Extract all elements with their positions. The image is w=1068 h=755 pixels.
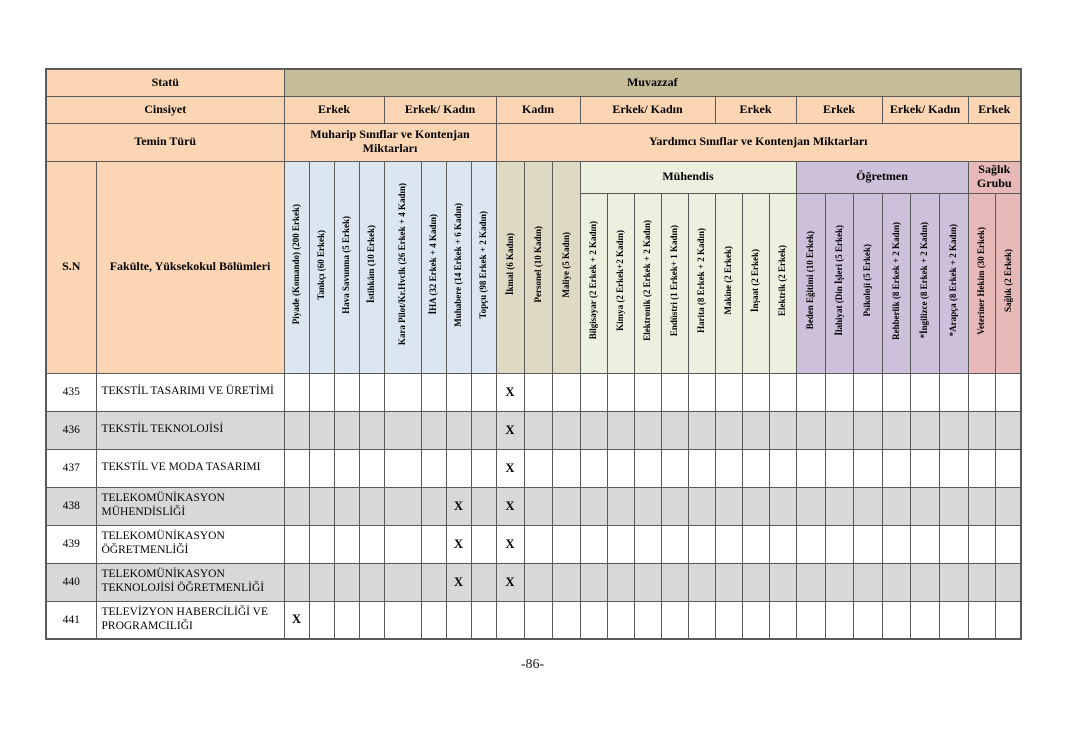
quota-cell <box>421 525 446 563</box>
quota-cell <box>715 601 742 639</box>
quota-cell <box>421 601 446 639</box>
quota-cell <box>359 373 384 411</box>
column-header-label: Psikoloji (5 Erkek) <box>862 244 873 317</box>
quota-cell <box>552 601 580 639</box>
quota-cell <box>968 411 995 449</box>
table-row <box>46 373 1021 411</box>
gender-group: Erkek/ Kadın <box>384 96 496 123</box>
quota-cell <box>742 525 769 563</box>
quota-cell <box>995 563 1021 601</box>
quota-cell <box>688 525 715 563</box>
column-header-label: Sağlık (2 Erkek) <box>1002 248 1013 312</box>
gender-group: Erkek/ Kadın <box>580 96 715 123</box>
quota-cell <box>882 487 910 525</box>
column-header-label: Personel (10 Kadın) <box>532 226 543 303</box>
serial-number-header: S.N <box>46 161 96 373</box>
column-header-label: Rehberlik (8 Erkek + 2 Kadın) <box>890 221 901 340</box>
column-header-label: Endüstri (1 Erkek+ 1 Kadın) <box>669 224 680 337</box>
quota-cell <box>309 563 334 601</box>
table-row <box>46 563 1021 601</box>
quota-cell <box>995 411 1021 449</box>
quota-cell <box>715 449 742 487</box>
quota-cell <box>742 373 769 411</box>
quota-cell <box>421 449 446 487</box>
quota-cell <box>446 601 471 639</box>
quota-cell <box>309 487 334 525</box>
quota-cell <box>634 449 661 487</box>
quota-cell <box>910 601 939 639</box>
quota-cell <box>634 411 661 449</box>
column-header-label: Muhabere (14 Erkek + 6 Kadın) <box>453 202 464 327</box>
quota-mark-cell: X <box>496 373 524 411</box>
quota-cell <box>384 373 421 411</box>
gender-group: Erkek <box>796 96 882 123</box>
quota-cell <box>910 411 939 449</box>
column-header-tankci <box>309 161 334 373</box>
quota-cell <box>634 487 661 525</box>
quota-cell <box>968 449 995 487</box>
column-header-label: İlahiyat (Din İşleri (5 Erkek) <box>833 225 844 336</box>
row-number: 437 <box>46 449 96 487</box>
procurement-row <box>46 123 1021 161</box>
gender-group: Erkek <box>968 96 1021 123</box>
quota-cell <box>524 411 552 449</box>
column-header-label: Elektrik (2 Erkek) <box>777 245 788 316</box>
column-header-label: Tankçı (60 Erkek) <box>316 229 327 300</box>
quota-cell <box>796 601 825 639</box>
quota-cell <box>661 411 688 449</box>
quota-cell <box>939 487 968 525</box>
column-header-muhabere <box>446 161 471 373</box>
quota-cell <box>661 525 688 563</box>
quota-cell <box>715 373 742 411</box>
quota-cell <box>853 601 882 639</box>
quota-mark-cell: X <box>446 487 471 525</box>
quota-cell <box>939 601 968 639</box>
quota-cell <box>334 411 359 449</box>
health-group-header: Sağlık Grubu <box>968 161 1021 193</box>
quota-cell <box>384 449 421 487</box>
quota-cell <box>471 449 496 487</box>
quota-cell <box>471 487 496 525</box>
quota-cell <box>910 373 939 411</box>
quota-cell <box>715 525 742 563</box>
quota-cell <box>825 601 853 639</box>
column-header-arapca <box>939 193 968 373</box>
quota-cell <box>580 487 607 525</box>
quota-cell <box>825 411 853 449</box>
quota-cell <box>552 449 580 487</box>
quota-cell <box>607 525 634 563</box>
quota-cell <box>607 449 634 487</box>
quota-cell <box>552 487 580 525</box>
column-header-ikmal <box>496 161 524 373</box>
column-header-makine <box>715 193 742 373</box>
column-header-label: Maliye (5 Kadın) <box>560 231 571 298</box>
column-header-label: *Arapça (8 Erkek + 2 Kadın) <box>948 224 959 337</box>
column-header-maliye <box>552 161 580 373</box>
quota-cell <box>471 411 496 449</box>
quota-cell <box>359 411 384 449</box>
quota-cell <box>742 449 769 487</box>
quota-cell <box>634 373 661 411</box>
quota-cell <box>796 449 825 487</box>
quota-cell <box>825 487 853 525</box>
quota-cell <box>334 449 359 487</box>
quota-cell <box>769 487 796 525</box>
quota-table <box>45 68 1022 640</box>
quota-cell <box>661 449 688 487</box>
column-header-label: Beden Eğitimi (10 Erkek) <box>805 231 816 330</box>
quota-cell <box>796 487 825 525</box>
department-name: TELEKOMÜNİKASYON TEKNOLOJİSİ ÖĞRETMENLİĞİ <box>96 563 284 601</box>
quota-cell <box>825 525 853 563</box>
row-number: 440 <box>46 563 96 601</box>
quota-cell <box>995 449 1021 487</box>
table-row <box>46 487 1021 525</box>
table-header <box>46 69 1021 373</box>
quota-cell <box>334 373 359 411</box>
column-header-label: İstihkâm (10 Erkek) <box>366 225 377 304</box>
quota-cell <box>715 563 742 601</box>
column-header-topcu <box>471 161 496 373</box>
quota-cell <box>742 411 769 449</box>
quota-cell <box>995 373 1021 411</box>
quota-cell <box>446 373 471 411</box>
quota-cell <box>309 373 334 411</box>
column-header-personel <box>524 161 552 373</box>
quota-cell <box>825 563 853 601</box>
department-name: TELEVİZYON HABERCİLİĞİ VE PROGRAMCILIĞI <box>96 601 284 639</box>
quota-cell <box>284 525 309 563</box>
faculty-header: Fakülte, Yüksekokul Bölümleri <box>96 161 284 373</box>
quota-cell <box>715 411 742 449</box>
table-row <box>46 449 1021 487</box>
column-header-ilahiyat <box>825 193 853 373</box>
quota-cell <box>359 525 384 563</box>
quota-cell <box>284 373 309 411</box>
quota-cell <box>471 373 496 411</box>
quota-cell <box>661 373 688 411</box>
quota-cell <box>580 563 607 601</box>
quota-cell <box>688 601 715 639</box>
quota-cell <box>882 525 910 563</box>
quota-cell <box>715 487 742 525</box>
quota-cell <box>607 563 634 601</box>
quota-cell <box>309 525 334 563</box>
status-value: Muvazzaf <box>284 69 1021 96</box>
quota-cell <box>939 373 968 411</box>
quota-cell <box>580 601 607 639</box>
status-label: Statü <box>46 69 284 96</box>
department-name: TEKSTİL VE MODA TASARIMI <box>96 449 284 487</box>
quota-cell <box>384 563 421 601</box>
column-header-label: *İngilizce (8 Erkek + 2 Kadın) <box>919 222 930 339</box>
quota-cell <box>634 601 661 639</box>
quota-cell <box>661 563 688 601</box>
quota-cell <box>910 525 939 563</box>
quota-cell <box>853 563 882 601</box>
column-header-beden-egitimi <box>796 193 825 373</box>
column-header-elektrik <box>769 193 796 373</box>
column-header-iha <box>421 161 446 373</box>
quota-cell <box>882 449 910 487</box>
quota-cell <box>446 411 471 449</box>
quota-cell <box>742 601 769 639</box>
column-header-insaat <box>742 193 769 373</box>
quota-cell <box>853 449 882 487</box>
quota-cell <box>688 373 715 411</box>
column-header-label: İkmal (6 Kadın) <box>504 233 515 296</box>
quota-mark-cell: X <box>284 601 309 639</box>
column-header-label: Elektronik (2 Erkek + 2 Kadın) <box>642 220 653 341</box>
quota-cell <box>384 411 421 449</box>
quota-cell <box>524 601 552 639</box>
quota-cell <box>552 525 580 563</box>
quota-cell <box>446 449 471 487</box>
quota-cell <box>334 525 359 563</box>
quota-cell <box>552 373 580 411</box>
column-header-label: Hava Savunma (5 Erkek) <box>341 215 352 314</box>
quota-cell <box>968 563 995 601</box>
quota-cell <box>359 487 384 525</box>
quota-mark-cell: X <box>496 525 524 563</box>
quota-cell <box>825 373 853 411</box>
quota-mark-cell: X <box>446 525 471 563</box>
quota-cell <box>661 487 688 525</box>
gender-group: Erkek <box>715 96 796 123</box>
column-header-kara-pilot <box>384 161 421 373</box>
column-header-bilgisayar <box>580 193 607 373</box>
quota-cell <box>524 563 552 601</box>
quota-cell <box>995 601 1021 639</box>
column-header-label: Topçu (98 Erkek + 2 Kadın) <box>478 210 489 319</box>
quota-cell <box>580 449 607 487</box>
quota-cell <box>309 449 334 487</box>
quota-cell <box>910 563 939 601</box>
quota-cell <box>309 411 334 449</box>
column-header-harita <box>688 193 715 373</box>
quota-cell <box>471 525 496 563</box>
procurement-label: Temin Türü <box>46 123 284 161</box>
department-name: TELEKOMÜNİKASYON MÜHENDİSLİĞİ <box>96 487 284 525</box>
quota-cell <box>853 487 882 525</box>
quota-cell <box>968 373 995 411</box>
quota-cell <box>882 563 910 601</box>
quota-cell <box>524 525 552 563</box>
gender-group: Erkek <box>284 96 384 123</box>
department-name: TEKSTİL TEKNOLOJİSİ <box>96 411 284 449</box>
row-number: 441 <box>46 601 96 639</box>
quota-mark-cell: X <box>496 449 524 487</box>
quota-cell <box>284 449 309 487</box>
quota-cell <box>939 449 968 487</box>
teacher-group-header: Öğretmen <box>796 161 968 193</box>
table-row <box>46 601 1021 639</box>
quota-cell <box>688 449 715 487</box>
row-number: 438 <box>46 487 96 525</box>
quota-cell <box>334 601 359 639</box>
column-header-label: Kara Pilot/Kr.Hvclk (26 Erkek + 4 Kadın) <box>397 183 408 346</box>
quota-cell <box>384 525 421 563</box>
quota-cell <box>524 373 552 411</box>
quota-cell <box>384 487 421 525</box>
quota-cell <box>769 525 796 563</box>
column-header-piyade <box>284 161 309 373</box>
quota-cell <box>796 373 825 411</box>
quota-cell <box>309 601 334 639</box>
quota-cell <box>882 601 910 639</box>
quota-cell <box>607 601 634 639</box>
column-header-rehberlik <box>882 193 910 373</box>
quota-cell <box>580 373 607 411</box>
quota-cell <box>769 411 796 449</box>
quota-cell <box>421 411 446 449</box>
column-header-psikoloji <box>853 193 882 373</box>
column-header-label: Piyade (Komando) (200 Erkek) <box>291 204 302 325</box>
quota-cell <box>661 601 688 639</box>
gender-row <box>46 96 1021 123</box>
table-body <box>46 373 1021 639</box>
column-header-label: Veteriner Hekim (30 Erkek) <box>976 226 987 335</box>
quota-cell <box>939 411 968 449</box>
quota-cell <box>384 601 421 639</box>
department-name: TELEKOMÜNİKASYON ÖĞRETMENLİĞİ <box>96 525 284 563</box>
quota-cell <box>796 411 825 449</box>
column-header-label: Kimya (2 Erkek+2 Kadın) <box>615 230 626 331</box>
quota-cell <box>552 411 580 449</box>
quota-cell <box>580 525 607 563</box>
quota-cell <box>968 487 995 525</box>
column-header-label: Bilgisayar (2 Erkek + 2 Kadın) <box>588 221 599 340</box>
department-name: TEKSTİL TASARIMI VE ÜRETİMİ <box>96 373 284 411</box>
quota-cell <box>796 563 825 601</box>
column-header-label: Makine (2 Erkek) <box>723 246 734 315</box>
quota-cell <box>359 449 384 487</box>
column-header-saglik <box>995 193 1021 373</box>
row-number: 436 <box>46 411 96 449</box>
column-header-label: İHA (32 Erkek + 4 Kadın) <box>428 214 439 315</box>
quota-cell <box>552 563 580 601</box>
quota-mark-cell: X <box>496 487 524 525</box>
quota-cell <box>882 373 910 411</box>
quota-cell <box>334 563 359 601</box>
gender-group: Kadın <box>496 96 580 123</box>
quota-cell <box>284 563 309 601</box>
quota-cell <box>607 487 634 525</box>
row-number: 439 <box>46 525 96 563</box>
quota-cell <box>421 563 446 601</box>
quota-cell <box>968 601 995 639</box>
quota-cell <box>634 525 661 563</box>
quota-cell <box>853 373 882 411</box>
table-row <box>46 525 1021 563</box>
quota-cell <box>607 411 634 449</box>
quota-cell <box>634 563 661 601</box>
column-header-veteriner-hekim <box>968 193 995 373</box>
quota-cell <box>853 525 882 563</box>
quota-cell <box>359 563 384 601</box>
column-header-istihkam <box>359 161 384 373</box>
quota-mark-cell: X <box>446 563 471 601</box>
quota-cell <box>471 563 496 601</box>
quota-cell <box>995 487 1021 525</box>
quota-cell <box>939 525 968 563</box>
quota-cell <box>910 449 939 487</box>
quota-cell <box>421 487 446 525</box>
quota-cell <box>471 601 496 639</box>
column-header-label: İnşaat (2 Erkek) <box>750 248 761 312</box>
quota-cell <box>825 449 853 487</box>
row-number: 435 <box>46 373 96 411</box>
quota-cell <box>284 487 309 525</box>
combat-classes-header: Muharip Sınıflar ve Kontenjan Miktarları <box>284 123 496 161</box>
column-header-endustri <box>661 193 688 373</box>
quota-cell <box>742 487 769 525</box>
column-header-row-1 <box>46 161 1021 193</box>
gender-label: Cinsiyet <box>46 96 284 123</box>
quota-cell <box>524 487 552 525</box>
quota-cell <box>995 525 1021 563</box>
column-header-elektronik <box>634 193 661 373</box>
quota-cell <box>524 449 552 487</box>
quota-cell <box>334 487 359 525</box>
column-header-hava-savunma <box>334 161 359 373</box>
quota-mark-cell: X <box>496 411 524 449</box>
quota-cell <box>688 563 715 601</box>
quota-cell <box>882 411 910 449</box>
table-row <box>46 411 1021 449</box>
quota-cell <box>769 449 796 487</box>
quota-cell <box>688 411 715 449</box>
quota-cell <box>853 411 882 449</box>
quota-cell <box>421 373 446 411</box>
status-row <box>46 69 1021 96</box>
quota-cell <box>968 525 995 563</box>
quota-cell <box>769 563 796 601</box>
quota-cell <box>284 411 309 449</box>
quota-cell <box>796 525 825 563</box>
quota-mark-cell: X <box>496 563 524 601</box>
quota-cell <box>359 601 384 639</box>
quota-cell <box>910 487 939 525</box>
page-number: -86- <box>520 657 545 672</box>
quota-cell <box>939 563 968 601</box>
quota-cell <box>769 373 796 411</box>
column-header-kimya <box>607 193 634 373</box>
quota-cell <box>769 601 796 639</box>
quota-cell <box>742 563 769 601</box>
quota-cell <box>580 411 607 449</box>
quota-cell <box>688 487 715 525</box>
quota-cell <box>496 601 524 639</box>
column-header-ingilizce <box>910 193 939 373</box>
column-header-label: Harita (8 Erkek + 2 Kadın) <box>696 228 707 333</box>
support-classes-header: Yardımcı Sınıflar ve Kontenjan Miktarları <box>496 123 1021 161</box>
engineer-group-header: Mühendis <box>580 161 796 193</box>
quota-cell <box>607 373 634 411</box>
gender-group: Erkek/ Kadın <box>882 96 968 123</box>
